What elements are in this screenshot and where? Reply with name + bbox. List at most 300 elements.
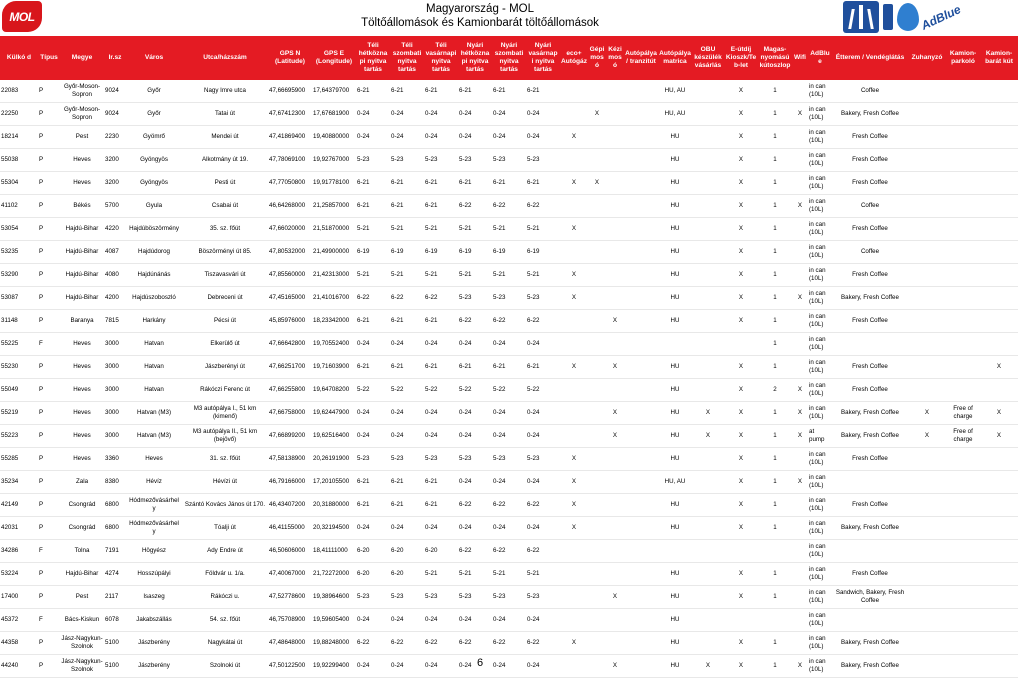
cell-zuhanyzo [908, 264, 946, 287]
cell-nyari-hetkoznap: 6-22 [459, 639, 472, 646]
cell-nyari-vasarnap: 0-24 [527, 662, 540, 669]
cell-teli-vasarnap: 0-24 [425, 133, 438, 140]
cell-varos: Gyömrő [142, 133, 165, 140]
cell-wifi: X [797, 432, 803, 439]
cell-tipus: P [39, 524, 44, 531]
cell-tipus: P [39, 156, 44, 163]
cell-kulkod: 55285 [1, 455, 19, 462]
cell-kamionbarat [980, 540, 1018, 563]
cell-teli-vasarnap: 0-24 [425, 110, 438, 117]
cell-adblue: in can (10L) [809, 405, 826, 420]
page-subtitle: Töltőállomások és Kamionbarát töltőállomások [361, 17, 599, 29]
cell-teli-hetkoznap: 0-24 [357, 409, 370, 416]
cell-etterem: Fresh Coffee [852, 271, 888, 278]
cell-obu [692, 609, 724, 632]
cell-teli-hetkoznap: 0-24 [357, 110, 370, 117]
cell-gepi-moso [588, 632, 606, 655]
cell-gps-e: 18,23342000 [313, 317, 350, 324]
cell-varos: Gyöngyös [140, 156, 168, 163]
cell-eco-autogaz: X [571, 179, 577, 186]
cell-megye: Baranya [70, 317, 94, 324]
cell-teli-vasarnap: 0-24 [425, 340, 438, 347]
cell-magasnyomasu: 1 [773, 202, 777, 209]
cell-etterem: Fresh Coffee [852, 363, 888, 370]
cell-irsz: 2117 [105, 593, 119, 600]
cell-kamion-parkolo [946, 218, 980, 241]
cell-magasnyomasu: 1 [773, 363, 777, 370]
cell-eco-autogaz: X [571, 478, 577, 485]
cell-kamion-parkolo [946, 126, 980, 149]
cell-e-utdij: X [738, 133, 744, 140]
column-header-magasnyomasu: Magas-nyomású kútoszlop [758, 36, 792, 80]
cell-megye: Jász-Nagykun-Szolnok [61, 635, 103, 650]
cell-teli-szombat: 5-21 [391, 271, 404, 278]
cell-teli-hetkoznap: 5-21 [357, 271, 370, 278]
cell-gps-e: 19,64708200 [313, 386, 350, 393]
cell-varos: Hévíz [146, 478, 162, 485]
cell-tipus: P [39, 455, 44, 462]
cell-matrica: HU [670, 455, 680, 462]
cell-teli-szombat: 0-24 [391, 133, 404, 140]
cell-varos: Hajdúböszörmény [129, 225, 179, 232]
cell-nyari-hetkoznap: 6-22 [459, 202, 472, 209]
cell-kamionbarat: X [996, 363, 1002, 370]
column-header-nyari-hetkoznap: Nyári hétköznapi nyitva tartás [458, 36, 492, 80]
cell-kamionbarat [980, 103, 1018, 126]
cell-etterem: Fresh Coffee [852, 455, 888, 462]
cell-teli-hetkoznap: 6-22 [357, 639, 370, 646]
cell-nyari-szombat: 0-24 [493, 432, 506, 439]
cell-nyari-szombat: 6-19 [493, 248, 506, 255]
cell-megye: Hajdú-Bihar [65, 271, 99, 278]
cell-e-utdij: X [738, 639, 744, 646]
cell-kamion-parkolo [946, 310, 980, 333]
cell-teli-vasarnap: 0-24 [425, 524, 438, 531]
cell-irsz: 8380 [105, 478, 119, 485]
cell-eco-autogaz [560, 80, 588, 103]
cell-zuhanyzo [908, 80, 946, 103]
cell-eco-autogaz: X [571, 455, 577, 462]
cell-eco-autogaz [560, 379, 588, 402]
cell-obu [692, 540, 724, 563]
cell-wifi: X [797, 294, 803, 301]
cell-nyari-vasarnap: 0-24 [527, 340, 540, 347]
table-row [0, 103, 1018, 126]
cell-magasnyomasu: 1 [773, 317, 777, 324]
cell-kulkod: 55225 [1, 340, 19, 347]
cell-megye: Csongrád [68, 501, 96, 508]
cell-gepi-moso [588, 425, 606, 448]
table-row [0, 517, 1018, 540]
column-header-wifi: Wifi [792, 36, 808, 80]
cell-kamion-parkolo [946, 287, 980, 310]
cell-kamionbarat [980, 494, 1018, 517]
cell-utca: Elkerülő út [210, 340, 240, 347]
cell-megye: Győr-Moson-Sopron [63, 106, 101, 121]
cell-etterem [832, 609, 908, 632]
cell-adblue: in can (10L) [809, 451, 826, 466]
cell-nyari-hetkoznap: 6-19 [459, 248, 472, 255]
table-row [0, 402, 1018, 425]
page-title: Magyarország - MOL [425, 3, 534, 15]
cell-adblue: in can (10L) [809, 244, 826, 259]
cell-kamion-parkolo [946, 149, 980, 172]
cell-kezi-moso: X [612, 409, 618, 416]
cell-teli-vasarnap: 5-23 [425, 593, 438, 600]
cell-zuhanyzo [908, 563, 946, 586]
cell-nyari-hetkoznap: 5-23 [459, 156, 472, 163]
cell-nyari-hetkoznap: 5-21 [459, 570, 472, 577]
cell-megye: Hajdú-Bihar [65, 248, 99, 255]
cell-kulkod: 55230 [1, 363, 19, 370]
cell-kamionbarat [980, 655, 1018, 678]
cell-adblue: in can (10L) [809, 198, 826, 213]
cell-obu [692, 241, 724, 264]
cell-obu [692, 379, 724, 402]
cell-adblue: in can (10L) [809, 221, 826, 236]
cell-eco-autogaz [560, 103, 588, 126]
cell-wifi [792, 540, 808, 563]
cell-kamion-parkolo [946, 333, 980, 356]
cell-eco-autogaz: X [571, 294, 577, 301]
cell-irsz: 3000 [105, 363, 119, 370]
cell-teli-szombat: 6-21 [391, 501, 404, 508]
table-row [0, 632, 1018, 655]
cell-teli-hetkoznap: 5-23 [357, 156, 370, 163]
column-header-kezi-moso: Kézi mos ó [606, 36, 624, 80]
cell-tipus: P [39, 179, 44, 186]
cell-eco-autogaz: X [571, 639, 577, 646]
cell-magasnyomasu: 1 [773, 225, 777, 232]
cell-magasnyomasu: 1 [773, 524, 777, 531]
cell-nyari-vasarnap: 0-24 [527, 409, 540, 416]
cell-magasnyomasu: 1 [773, 271, 777, 278]
cell-magasnyomasu: 1 [773, 501, 777, 508]
cell-varos: Jakabszállás [136, 616, 172, 623]
cell-gps-n: 47,52778600 [269, 593, 306, 600]
cell-teli-szombat: 0-24 [391, 662, 404, 669]
cell-kulkod: 42031 [1, 524, 19, 531]
cell-irsz: 4087 [105, 248, 119, 255]
cell-teli-szombat: 6-22 [391, 639, 404, 646]
cell-teli-szombat: 0-24 [391, 340, 404, 347]
cell-e-utdij [724, 333, 758, 356]
cell-autopalya [624, 402, 658, 425]
cell-teli-hetkoznap: 6-22 [357, 294, 370, 301]
cell-e-utdij: X [738, 478, 744, 485]
cell-varos: Hajdúdorog [138, 248, 170, 255]
cell-teli-hetkoznap: 5-21 [357, 225, 370, 232]
cell-kamion-parkolo [946, 632, 980, 655]
stations-table [0, 80, 1018, 678]
cell-adblue: in can (10L) [809, 589, 826, 604]
cell-e-utdij: X [738, 363, 744, 370]
cell-nyari-vasarnap: 6-21 [527, 363, 540, 370]
cell-zuhanyzo [908, 241, 946, 264]
cell-nyari-hetkoznap: 5-23 [459, 455, 472, 462]
cell-utca: Tatai út [215, 110, 235, 117]
cell-kamion-parkolo: Free of charge [953, 405, 973, 420]
cell-e-utdij: X [738, 317, 744, 324]
cell-autopalya [624, 333, 658, 356]
cell-teli-szombat: 5-22 [391, 386, 404, 393]
cell-obu [692, 126, 724, 149]
table-row [0, 287, 1018, 310]
cell-varos: Hatvan [144, 340, 164, 347]
cell-kamionbarat [980, 471, 1018, 494]
cell-gps-e: 19,70552400 [313, 340, 350, 347]
cell-utca: Hévízi út [212, 478, 238, 485]
cell-kamionbarat [980, 609, 1018, 632]
cell-teli-hetkoznap: 5-23 [357, 593, 370, 600]
cell-e-utdij: X [738, 110, 744, 117]
cell-autopalya [624, 172, 658, 195]
table-row [0, 471, 1018, 494]
cell-varos: Hatvan [144, 386, 164, 393]
cell-megye: Tolna [74, 547, 90, 554]
cell-eco-autogaz [560, 310, 588, 333]
cell-e-utdij [724, 609, 758, 632]
cell-gps-n: 47,40067000 [269, 570, 306, 577]
cell-nyari-szombat: 0-24 [493, 524, 506, 531]
cell-magasnyomasu [758, 609, 792, 632]
cell-zuhanyzo [908, 586, 946, 609]
cell-gps-n: 47,66251700 [269, 363, 306, 370]
column-header-etterem: Étterem / Vendéglátás [832, 36, 908, 80]
cell-gps-n: 47,66642800 [269, 340, 306, 347]
cell-kamion-parkolo [946, 540, 980, 563]
cell-adblue: in can (10L) [809, 290, 826, 305]
cell-autopalya [624, 195, 658, 218]
column-header-e-utdij: E-útdíj Kioszk/Te b-let [724, 36, 758, 80]
cell-zuhanyzo [908, 172, 946, 195]
cell-teli-hetkoznap: 0-24 [357, 133, 370, 140]
cell-kulkod: 31148 [1, 317, 18, 324]
cell-utca: Alkotmány út 19. [201, 156, 249, 163]
cell-kamionbarat [980, 517, 1018, 540]
cell-teli-vasarnap: 6-21 [425, 87, 438, 94]
cell-teli-hetkoznap: 0-24 [357, 340, 370, 347]
cell-magasnyomasu: 1 [773, 593, 777, 600]
cell-tipus: P [39, 202, 44, 209]
cell-obu [692, 356, 724, 379]
cell-obu [692, 494, 724, 517]
cell-megye: Heves [73, 432, 91, 439]
cell-gps-e: 20,31880000 [313, 501, 350, 508]
cell-etterem [832, 333, 908, 356]
cell-kulkod: 44240 [1, 662, 19, 669]
cell-kamion-parkolo [946, 241, 980, 264]
cell-tipus: P [39, 570, 44, 577]
column-header-megye: Megye [60, 36, 104, 80]
cell-wifi [792, 563, 808, 586]
cell-adblue: in can (10L) [809, 83, 826, 98]
cell-irsz: 4274 [105, 570, 119, 577]
cell-kamionbarat [980, 287, 1018, 310]
cell-magasnyomasu: 1 [773, 432, 777, 439]
cell-etterem: Bakery, Fresh Coffee [841, 432, 899, 439]
cell-megye: Heves [73, 386, 91, 393]
cell-kamion-parkolo [946, 80, 980, 103]
cell-nyari-hetkoznap: 0-24 [459, 432, 472, 439]
cell-nyari-szombat: 0-24 [493, 616, 506, 623]
cell-utca: Szántó Kovács János út 170. [184, 501, 266, 508]
cell-tipus: P [39, 133, 44, 140]
cell-tipus: P [39, 294, 44, 301]
cell-etterem: Fresh Coffee [852, 225, 888, 232]
cell-matrica: HU, AU [664, 478, 686, 485]
cell-e-utdij: X [738, 409, 744, 416]
cell-etterem: Coffee [860, 87, 880, 94]
cell-teli-szombat: 6-20 [391, 570, 404, 577]
table-row [0, 379, 1018, 402]
table-row [0, 310, 1018, 333]
cell-e-utdij: X [738, 386, 744, 393]
cell-nyari-hetkoznap: 5-21 [459, 225, 472, 232]
cell-teli-hetkoznap: 6-21 [357, 478, 370, 485]
cell-autopalya [624, 609, 658, 632]
cell-kamionbarat [980, 586, 1018, 609]
cell-obu [692, 195, 724, 218]
cell-irsz: 5100 [105, 639, 119, 646]
cell-nyari-szombat: 5-23 [493, 294, 506, 301]
column-header-autopalya: Autópálya / tranzitút [624, 36, 658, 80]
cell-zuhanyzo [908, 126, 946, 149]
cell-kamionbarat [980, 632, 1018, 655]
cell-kezi-moso [606, 448, 624, 471]
cell-nyari-szombat: 6-22 [493, 639, 506, 646]
cell-zuhanyzo [908, 494, 946, 517]
cell-obu [692, 287, 724, 310]
title-block [0, 2, 960, 30]
cell-matrica [658, 333, 692, 356]
cell-autopalya [624, 586, 658, 609]
page-number: 6 [476, 657, 484, 669]
cell-etterem: Fresh Coffee [852, 501, 888, 508]
cell-tipus: P [39, 110, 44, 117]
cell-nyari-szombat: 6-22 [493, 547, 506, 554]
cell-teli-szombat: 0-24 [391, 524, 404, 531]
cell-tipus: P [39, 317, 44, 324]
cell-magasnyomasu: 1 [773, 110, 777, 117]
cell-wifi: X [797, 110, 803, 117]
cell-gps-n: 46,64268000 [269, 202, 306, 209]
column-header-matrica: Autópálya matrica [658, 36, 692, 80]
cell-gepi-moso [588, 241, 606, 264]
cell-nyari-hetkoznap: 0-24 [459, 133, 472, 140]
cell-autopalya [624, 379, 658, 402]
cell-teli-vasarnap: 6-21 [425, 363, 438, 370]
cell-magasnyomasu: 1 [773, 662, 777, 669]
cell-irsz: 3200 [105, 156, 119, 163]
cell-teli-hetkoznap: 0-24 [357, 616, 370, 623]
cell-gepi-moso [588, 563, 606, 586]
cell-zuhanyzo [908, 356, 946, 379]
cell-teli-vasarnap: 6-19 [425, 248, 438, 255]
cell-teli-hetkoznap: 6-21 [357, 363, 370, 370]
table-row [0, 540, 1018, 563]
cell-matrica: HU [670, 662, 680, 669]
cell-nyari-vasarnap: 5-23 [527, 156, 540, 163]
cell-kulkod: 53235 [1, 248, 19, 255]
cell-wifi [792, 241, 808, 264]
table-row [0, 241, 1018, 264]
cell-utca: Tiszavasvári út [204, 271, 246, 278]
cell-magasnyomasu: 1 [773, 133, 777, 140]
cell-e-utdij: X [738, 87, 744, 94]
cell-zuhanyzo [908, 287, 946, 310]
cell-teli-hetkoznap: 6-21 [357, 317, 370, 324]
cell-irsz: 5100 [105, 662, 119, 669]
cell-e-utdij: X [738, 294, 744, 301]
cell-tipus: P [39, 409, 44, 416]
cell-wifi [792, 448, 808, 471]
cell-gps-n: 47,58138900 [269, 455, 306, 462]
cell-teli-szombat: 0-24 [391, 616, 404, 623]
cell-irsz: 9024 [105, 87, 119, 94]
cell-gps-n: 46,43407200 [269, 501, 306, 508]
cell-eco-autogaz [560, 609, 588, 632]
cell-megye: Heves [73, 409, 91, 416]
cell-wifi [792, 310, 808, 333]
cell-kamionbarat [980, 241, 1018, 264]
cell-wifi [792, 172, 808, 195]
cell-nyari-szombat: 5-21 [493, 570, 506, 577]
cell-megye: Heves [73, 363, 91, 370]
cell-e-utdij: X [738, 524, 744, 531]
cell-teli-hetkoznap: 6-19 [357, 248, 370, 255]
cell-kulkod: 44358 [1, 639, 19, 646]
table-row [0, 356, 1018, 379]
cell-teli-vasarnap: 5-21 [425, 271, 438, 278]
cell-etterem [832, 540, 908, 563]
cell-tipus: P [39, 662, 44, 669]
cell-gepi-moso [588, 356, 606, 379]
cell-magasnyomasu: 1 [773, 409, 777, 416]
cell-teli-hetkoznap: 6-21 [357, 179, 370, 186]
cell-megye: Békés [73, 202, 91, 209]
cell-utca: Ady Endre út [207, 547, 243, 554]
column-header-gps-e: GPS E (Longitude) [312, 36, 356, 80]
cell-adblue: in can (10L) [809, 336, 826, 351]
logo-text: MOL [9, 9, 35, 24]
cell-matrica: HU [670, 501, 680, 508]
cell-gps-e: 21,51870000 [313, 225, 350, 232]
cell-megye: Győr-Moson-Sopron [63, 83, 101, 98]
cell-kezi-moso [606, 287, 624, 310]
cell-gps-n: 45,85976000 [269, 317, 306, 324]
cell-teli-szombat: 6-20 [391, 547, 404, 554]
column-header-zuhanyzo: Zuhanyzó [908, 36, 946, 80]
cell-zuhanyzo [908, 333, 946, 356]
cell-obu [692, 586, 724, 609]
cell-kamion-parkolo [946, 563, 980, 586]
cell-teli-hetkoznap: 6-20 [357, 547, 370, 554]
cell-nyari-szombat: 0-24 [493, 110, 506, 117]
column-header-teli-vasarnap: Téli vasárnapi nyitva tartás [424, 36, 458, 80]
cell-utca: Csabai út [211, 202, 239, 209]
cell-tipus: P [39, 639, 44, 646]
cell-adblue: in can (10L) [809, 635, 826, 650]
cell-wifi: X [797, 409, 803, 416]
cell-adblue: in can (10L) [809, 313, 826, 328]
cell-nyari-vasarnap: 6-22 [527, 639, 540, 646]
cell-irsz: 4220 [105, 225, 119, 232]
cell-kamionbarat: X [996, 432, 1002, 439]
cell-adblue: at pump [809, 428, 825, 443]
cell-etterem [832, 471, 908, 494]
cell-teli-vasarnap: 6-21 [425, 179, 438, 186]
